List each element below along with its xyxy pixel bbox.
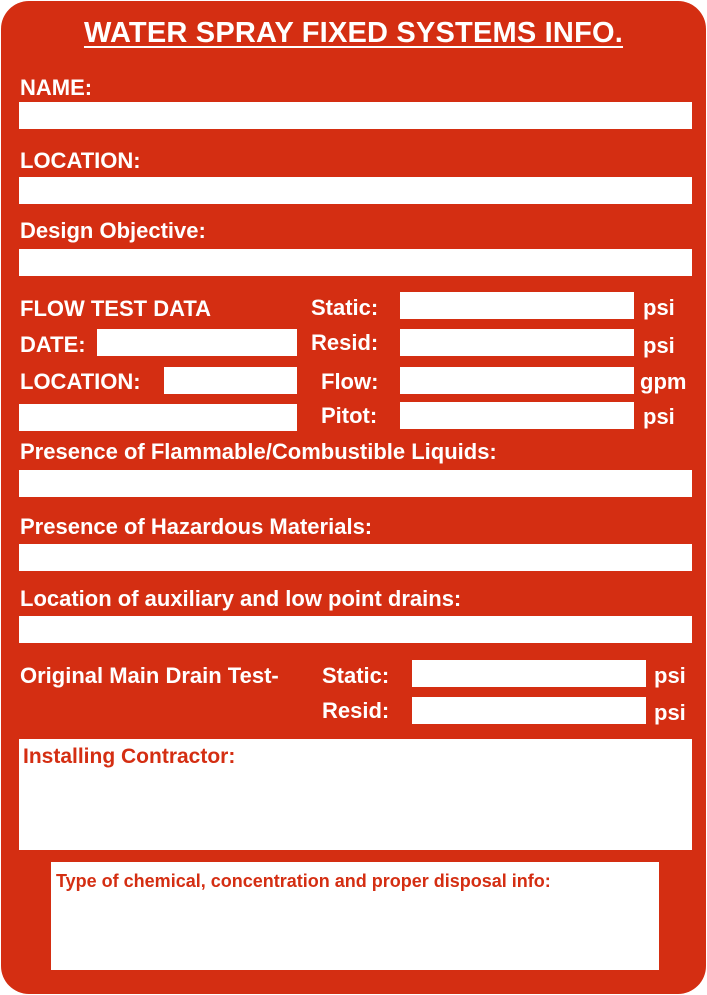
chemical-info-box[interactable] (51, 862, 659, 970)
main-drain-static-unit: psi (654, 663, 686, 688)
pitot-label: Pitot: (321, 403, 378, 428)
pitot-unit: psi (643, 404, 675, 429)
main-drain-static-field[interactable] (412, 660, 646, 687)
name-field[interactable] (19, 102, 692, 129)
pitot-field[interactable] (400, 402, 634, 429)
info-label-card (1, 1, 706, 994)
flow-test-date-field[interactable] (97, 329, 297, 356)
static-field[interactable] (400, 292, 634, 319)
chemical-info-label: Type of chemical, concentration and proper disposal info: (56, 871, 551, 891)
resid-field[interactable] (400, 329, 634, 356)
flow-test-location-field[interactable] (164, 367, 297, 394)
name-label: NAME: (20, 75, 93, 100)
main-drain-resid-field[interactable] (412, 697, 646, 724)
flow-test-date-label: DATE: (20, 332, 86, 357)
main-drain-static-label: Static: (322, 663, 390, 688)
drains-field[interactable] (19, 616, 692, 643)
static-label: Static: (311, 295, 379, 320)
hazardous-label: Presence of Hazardous Materials: (20, 514, 373, 539)
flow-test-heading: FLOW TEST DATA (20, 296, 212, 321)
main-drain-resid-unit: psi (654, 700, 686, 725)
page-title: WATER SPRAY FIXED SYSTEMS INFO. (83, 17, 624, 49)
main-drain-label: Original Main Drain Test- (20, 663, 279, 688)
location-label: LOCATION: (20, 148, 141, 173)
resid-unit: psi (643, 333, 675, 358)
location-field[interactable] (19, 177, 692, 204)
static-unit: psi (643, 295, 675, 320)
installing-contractor-label: Installing Contractor: (23, 745, 236, 768)
flow-test-location-field-2[interactable] (19, 404, 297, 431)
main-drain-resid-label: Resid: (322, 698, 390, 723)
flammable-label: Presence of Flammable/Combustible Liquids: (20, 439, 497, 464)
flow-label: Flow: (321, 369, 379, 394)
flow-test-location-label: LOCATION: (20, 369, 141, 394)
hazardous-field[interactable] (19, 544, 692, 571)
flammable-field[interactable] (19, 470, 692, 497)
installing-contractor-box[interactable] (19, 739, 692, 850)
flow-unit: gpm (640, 369, 687, 394)
drains-label: Location of auxiliary and low point drains: (20, 586, 462, 611)
resid-label: Resid: (311, 330, 379, 355)
design-objective-field[interactable] (19, 249, 692, 276)
flow-field[interactable] (400, 367, 634, 394)
design-objective-label: Design Objective: (20, 218, 206, 243)
